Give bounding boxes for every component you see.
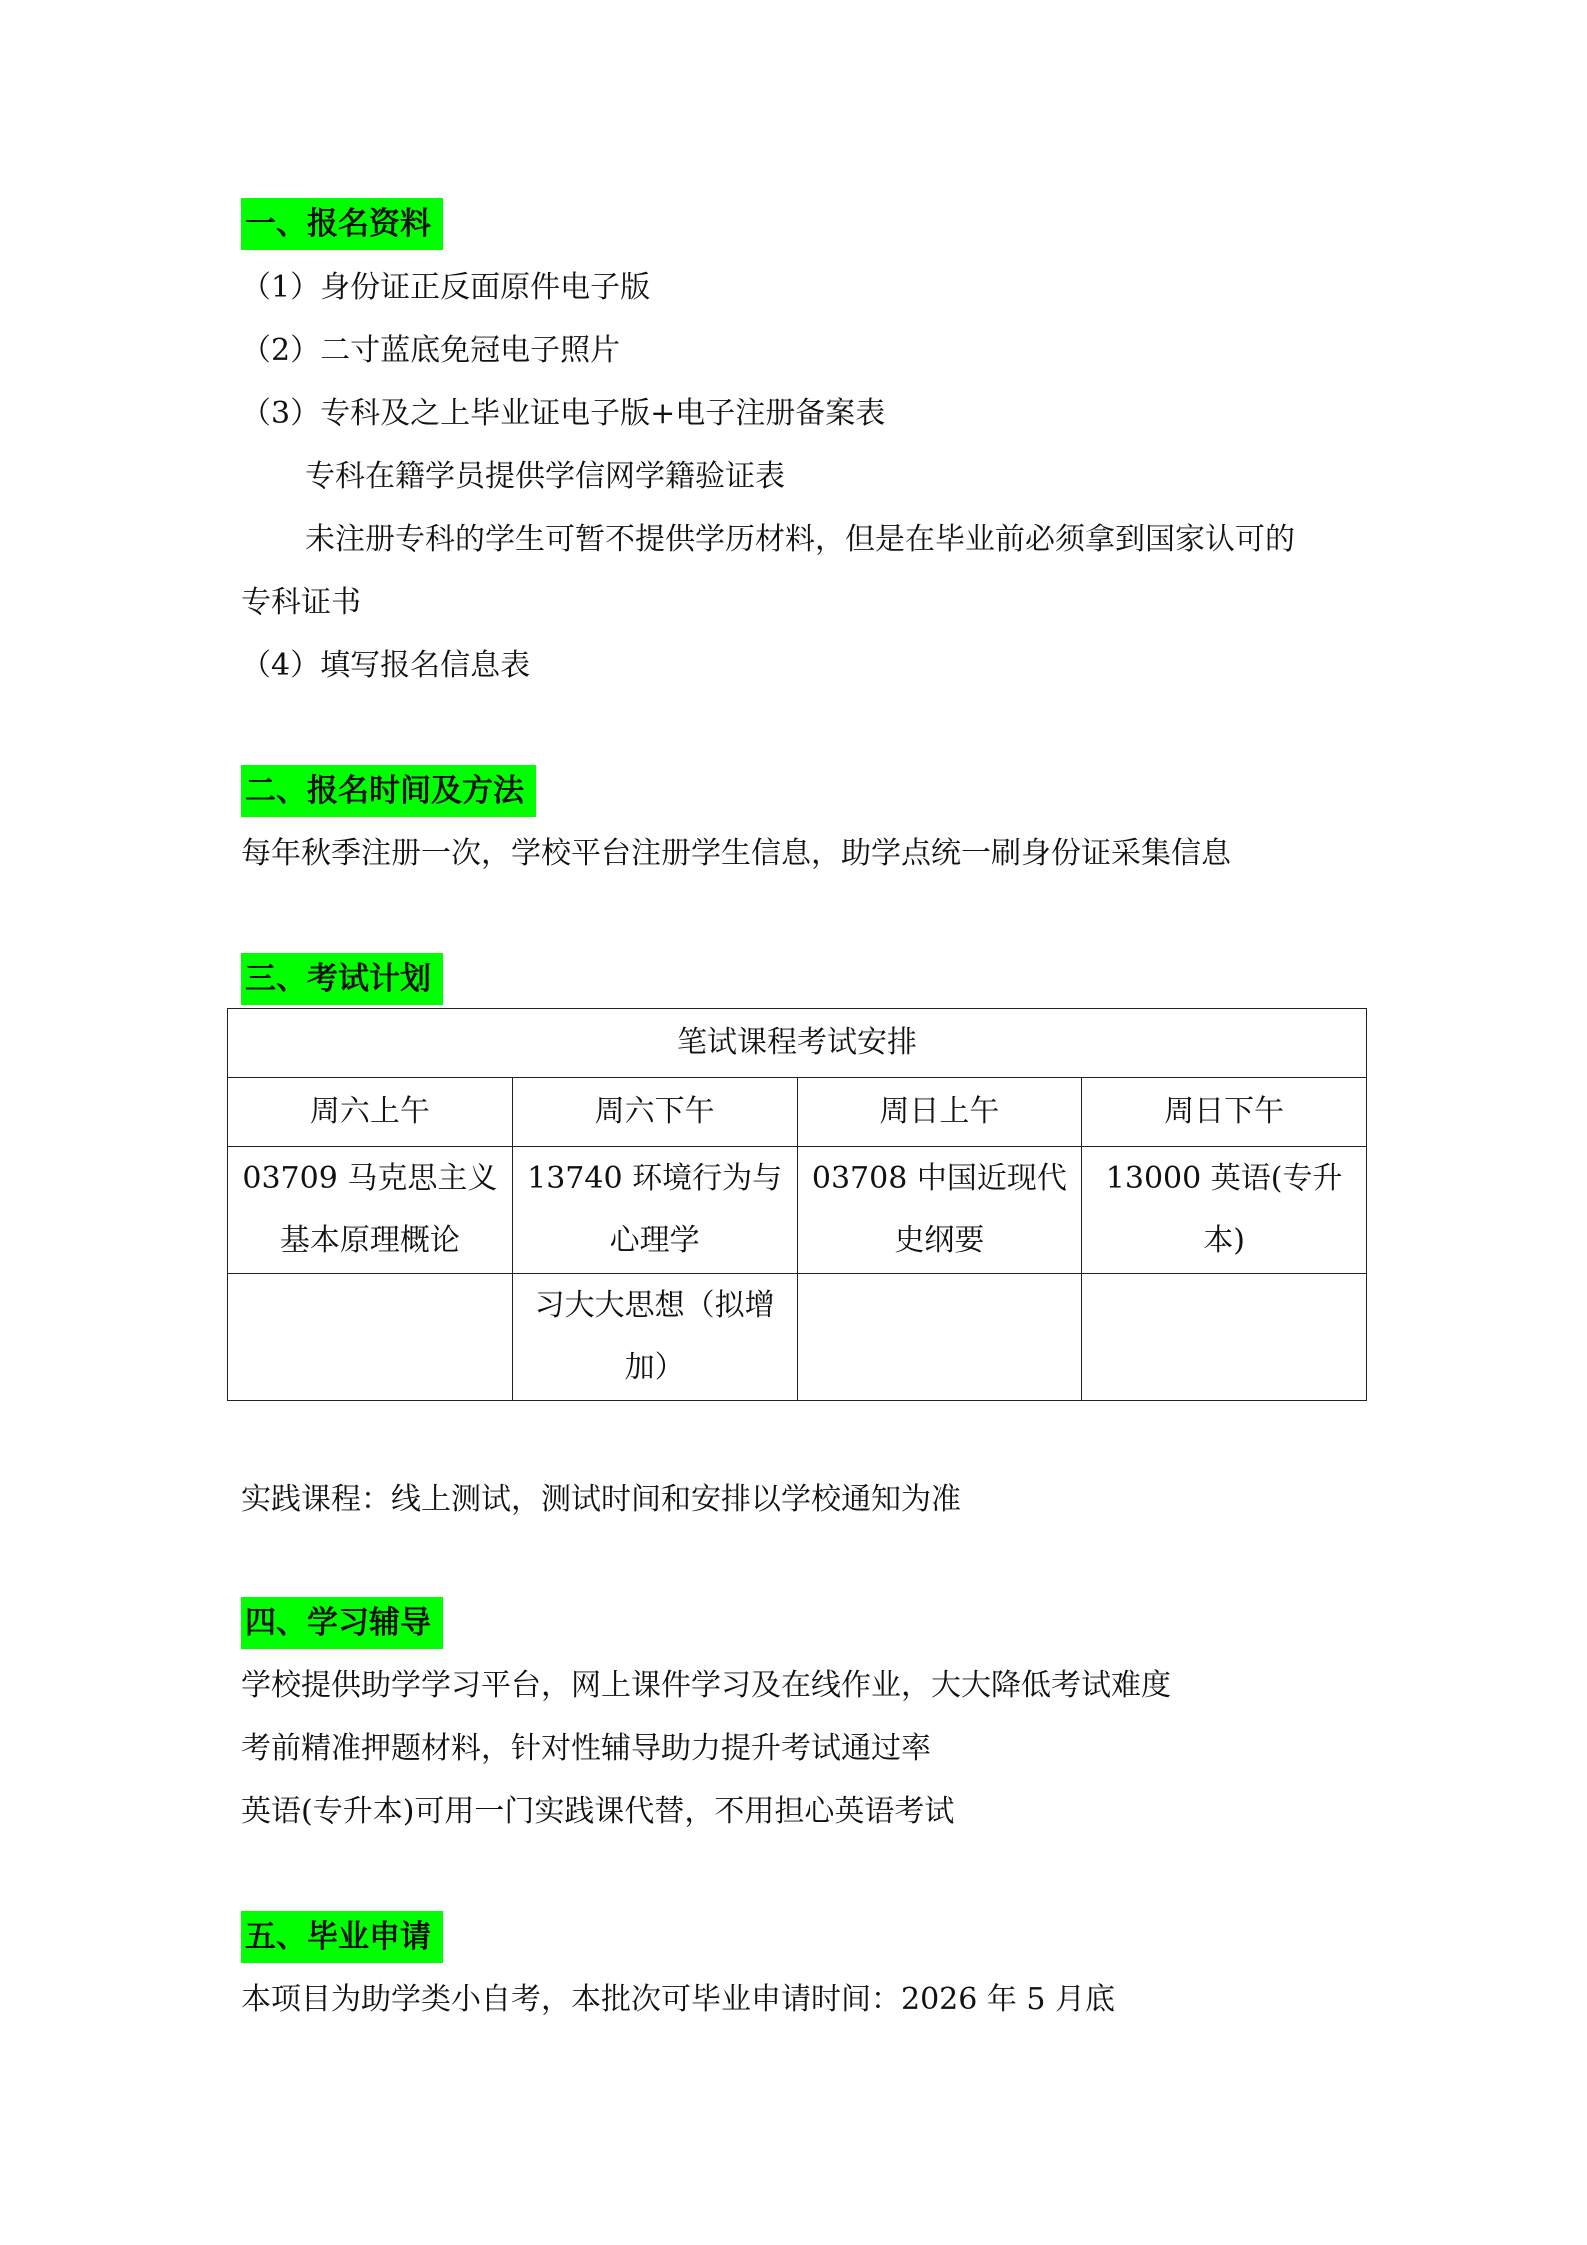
section-heading-registration-time: 二、报名时间及方法 bbox=[241, 765, 536, 817]
text-line: （1）身份证正反面原件电子版 bbox=[241, 270, 651, 305]
course-text: 13000 英语(专升本) bbox=[1105, 1161, 1343, 1258]
text-line: （2）二寸蓝底免冠电子照片 bbox=[241, 333, 621, 368]
table-cell bbox=[228, 1147, 513, 1274]
text-line: 考前精准押题材料，针对性辅导助力提升考试通过率 bbox=[241, 1731, 931, 1766]
table-cell bbox=[1082, 1147, 1367, 1274]
table-row bbox=[228, 1274, 1367, 1401]
text-line: 学校提供助学学习平台，网上课件学习及在线作业，大大降低考试难度 bbox=[241, 1668, 1171, 1703]
table-header-cell: 周六下午 bbox=[512, 1078, 797, 1147]
table-header-cell: 周日下午 bbox=[1082, 1078, 1367, 1147]
table-cell bbox=[797, 1147, 1082, 1274]
section-heading-graduation-application: 五、毕业申请 bbox=[241, 1911, 443, 1963]
text-line: 本项目为助学类小自考，本批次可毕业申请时间：2026 年 5 月底 bbox=[241, 1982, 1116, 2017]
text-line: 专科在籍学员提供学信网学籍验证表 bbox=[305, 459, 785, 494]
text-line: 英语(专升本)可用一门实践课代替，不用担心英语考试 bbox=[241, 1794, 955, 1829]
text-line: （3）专科及之上毕业证电子版+电子注册备案表 bbox=[241, 396, 886, 431]
text-line: 专科证书 bbox=[241, 585, 361, 620]
table-cell bbox=[1082, 1274, 1367, 1401]
table-title: 笔试课程考试安排 bbox=[228, 1009, 1367, 1078]
table-cell bbox=[797, 1274, 1082, 1401]
exam-schedule-table bbox=[227, 1008, 1367, 1401]
section-heading-exam-plan: 三、考试计划 bbox=[241, 953, 443, 1005]
table-row bbox=[228, 1147, 1367, 1274]
table-title-row bbox=[228, 1009, 1367, 1078]
course-text: 03708 中国近现代史纲要 bbox=[811, 1161, 1067, 1258]
table-cell bbox=[228, 1274, 513, 1401]
section-heading-registration-materials: 一、报名资料 bbox=[241, 198, 443, 250]
text-line: 每年秋季注册一次，学校平台注册学生信息，助学点统一刷身份证采集信息 bbox=[241, 836, 1231, 871]
table-cell bbox=[512, 1147, 797, 1274]
course-text: 13740 环境行为与心理学 bbox=[527, 1161, 783, 1258]
text-line: 未注册专科的学生可暂不提供学历材料，但是在毕业前必须拿到国家认可的 bbox=[305, 522, 1295, 557]
section-heading-study-guidance: 四、学习辅导 bbox=[241, 1597, 443, 1649]
text-line: （4）填写报名信息表 bbox=[241, 648, 531, 683]
table-header-cell: 周日上午 bbox=[797, 1078, 1082, 1147]
table-cell bbox=[512, 1274, 797, 1401]
practice-course-note: 实践课程：线上测试，测试时间和安排以学校通知为准 bbox=[241, 1482, 961, 1517]
table-header-row bbox=[228, 1078, 1367, 1147]
table-header-cell: 周六上午 bbox=[228, 1078, 513, 1147]
course-text: 习大大思想（拟增加） bbox=[534, 1288, 775, 1385]
course-text: 03709 马克思主义基本原理概论 bbox=[242, 1161, 498, 1258]
